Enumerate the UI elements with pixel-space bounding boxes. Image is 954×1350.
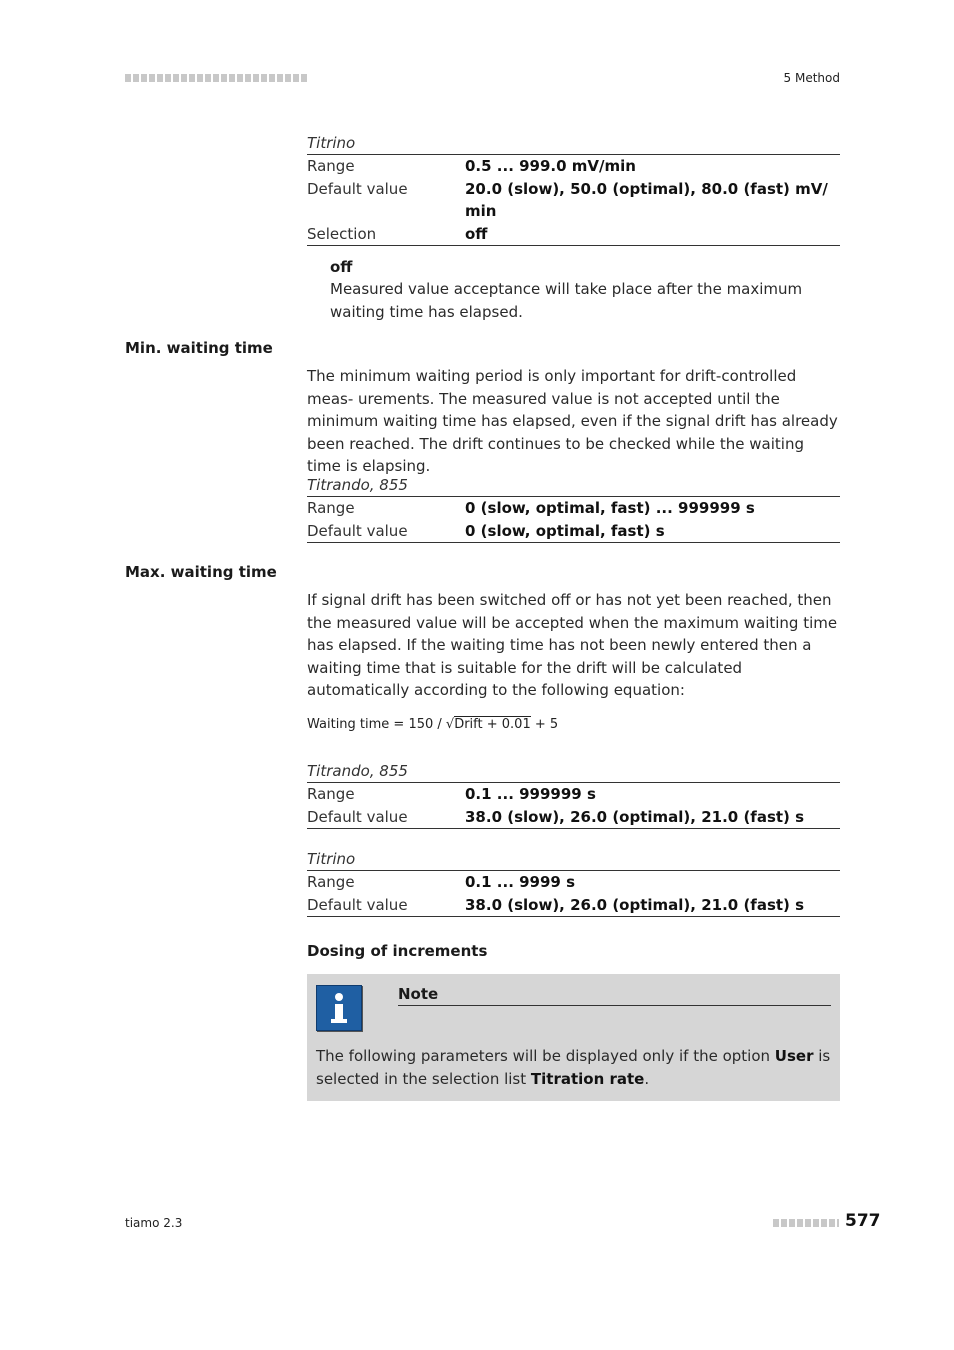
page-number: 577 (845, 1211, 881, 1231)
option-description: Measured value acceptance will take place after the maximum waiting time has elapsed. (330, 280, 803, 321)
max-waiting-titrino-table (307, 848, 840, 917)
table-row (307, 520, 840, 544)
equation-radicand: Drift + 0.01 (454, 717, 531, 732)
table-row (307, 783, 840, 806)
param-value: 0.1 ... 9999 s (465, 873, 576, 891)
param-key: Default value (307, 521, 408, 540)
min-waiting-table (307, 474, 840, 543)
dosing-heading: Dosing of increments (307, 942, 488, 960)
param-key: Range (307, 873, 355, 891)
section-heading-max-waiting: Max. waiting time (125, 563, 277, 581)
note-box (307, 974, 840, 1101)
table-row (307, 894, 840, 918)
note-title: Note (398, 983, 831, 1006)
table-caption: Titrando, 855 (307, 760, 840, 783)
option-term: off (330, 258, 353, 276)
param-value: 38.0 (slow), 26.0 (optimal), 21.0 (fast) s (465, 807, 805, 826)
param-key: Range (307, 499, 355, 517)
table-row (307, 223, 840, 247)
equation-left: Waiting time = 150 / √ (307, 717, 455, 732)
section-heading-min-waiting: Min. waiting time (125, 339, 273, 357)
table-caption: Titrino (307, 848, 840, 871)
max-waiting-titrando-table (307, 760, 840, 829)
param-key: Default value (307, 807, 408, 826)
footer-decoration (773, 1219, 839, 1227)
drift-titrino-table (307, 132, 840, 246)
waiting-time-equation (307, 717, 558, 732)
param-value: 0 (slow, optimal, fast) s (465, 521, 665, 540)
note-text: The following parameters will be displayed only if the option User is selected in the selection list Titration rate. (316, 1047, 831, 1088)
param-value: 20.0 (slow), 50.0 (optimal), 80.0 (fast) mV/ min (465, 179, 828, 220)
table-row (307, 155, 840, 178)
param-value: 0.1 ... 999999 s (465, 785, 596, 803)
param-value: 0 (slow, optimal, fast) ... 999999 s (465, 499, 755, 517)
selection-list-name: Titration rate (530, 1069, 645, 1088)
table-row (307, 806, 840, 830)
table-row (307, 178, 840, 223)
equation-right: + 5 (530, 717, 559, 732)
param-value: 0.5 ... 999.0 mV/min (465, 157, 636, 175)
param-value: off (465, 224, 488, 243)
param-key: Selection (307, 224, 377, 243)
param-key: Default value (307, 895, 408, 914)
table-caption: Titrino (307, 132, 840, 155)
min-waiting-text: The minimum waiting period is only important for drift-controlled meas- urements. The measured value is not accepted until the minimum waiting time has elapsed, even if the signal drift has already been reached. The drift continues to be checked while the waiting time is elapsing. (307, 367, 838, 475)
table-row (307, 871, 840, 894)
param-value: 38.0 (slow), 26.0 (optimal), 21.0 (fast) s (465, 895, 805, 914)
chapter-title: 5 Method (783, 71, 840, 85)
table-caption: Titrando, 855 (307, 474, 840, 497)
table-row (307, 497, 840, 520)
max-waiting-text: If signal drift has been switched off or has not yet been reached, then the measured value will be accepted when the maximum waiting time has elapsed. If the waiting time has not been newly entered then a waiting time that is suitable for the drift will be calculated automatically according to the following equation: (307, 591, 838, 699)
info-icon (316, 985, 362, 1031)
product-version: tiamo 2.3 (125, 1216, 183, 1230)
param-key: Range (307, 157, 355, 175)
header-decoration (125, 74, 307, 82)
option-name: User (774, 1047, 814, 1065)
param-key: Default value (307, 179, 408, 198)
param-key: Range (307, 785, 355, 803)
